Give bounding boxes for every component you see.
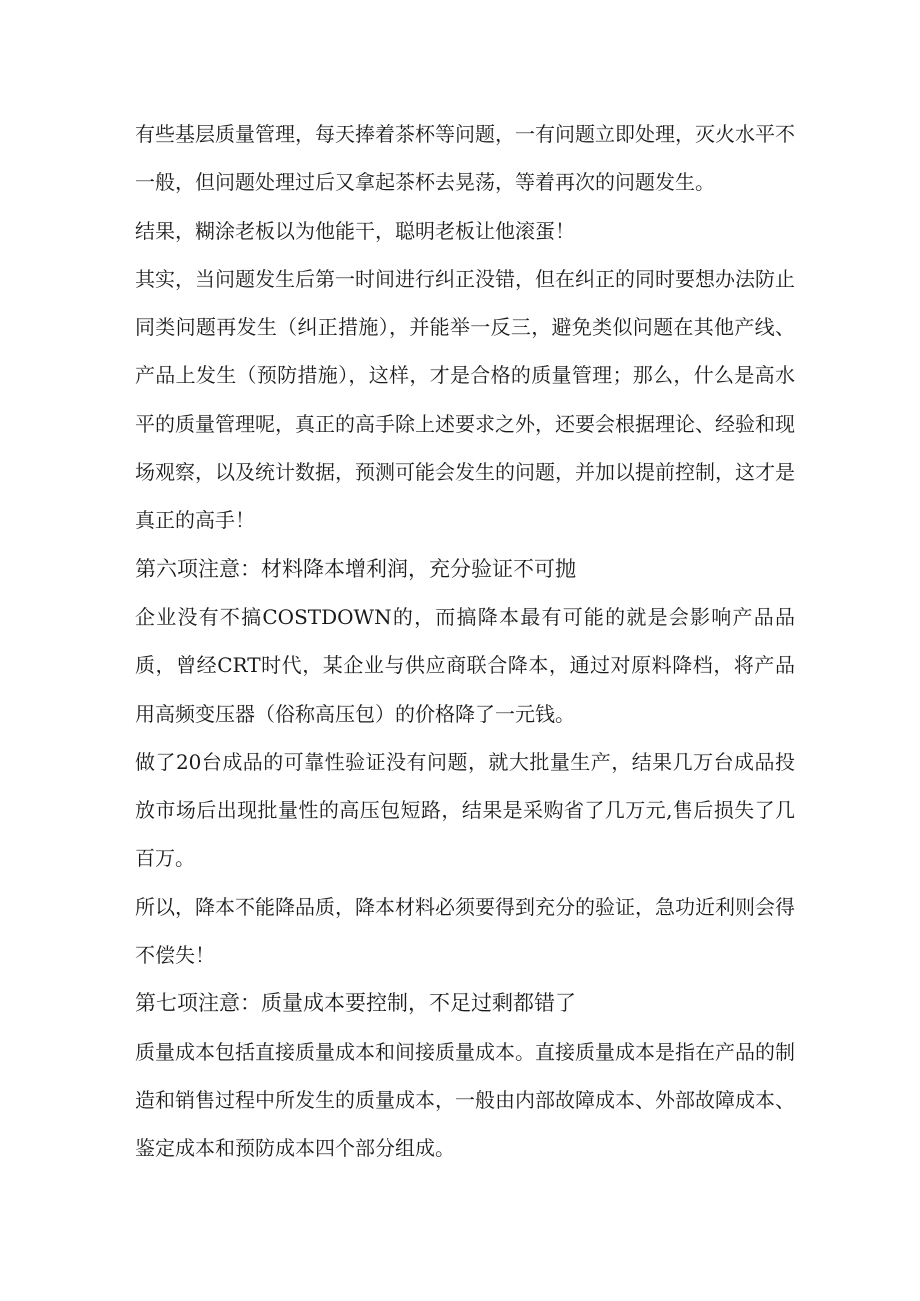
section-heading-6: 第六项注意：材料降本增利润，充分验证不可抛 (135, 556, 576, 581)
paragraph-verification: 做了20台成品的可靠性验证没有问题，就大批量生产，结果几万台成品投放市场后出现批量性的高压包短路，结果是采购省了几万元,售后损失了几百万。 (135, 749, 795, 871)
document-body (135, 110, 795, 1173)
paragraph-result: 结果，糊涂老板以为他能干，聪明老板让他滚蛋！ (135, 218, 575, 243)
section-heading-7: 第七项注意：质量成本要控制，不足过剩都错了 (135, 991, 576, 1016)
paragraph-conclusion: 所以，降本不能降品质，降本材料必须要得到充分的验证，急功近利则会得不偿失！ (135, 894, 795, 968)
paragraph-quality-cost: 质量成本包括直接质量成本和间接质量成本。直接质量成本是指在产品的制造和销售过程中所发生的质量成本，一般由内部故障成本、外部故障成本、鉴定成本和预防成本四个部分组成。 (135, 1039, 795, 1161)
paragraph-costdown: 企业没有不搞COSTDOWN的，而搞降本最有可能的就是会影响产品品质，曾经CRT时代，某企业与供应商联合降本，通过对原料降档，将产品用高频变压器（俗称高压包）的价格降了一元钱。 (135, 604, 795, 726)
paragraph-corrective-action: 其实，当问题发生后第一时间进行纠正没错，但在纠正的同时要想办法防止同类问题再发生（纠正措施），并能举一反三，避免类似问题在其他产线、产品上发生（预防措施），这样，才是合格的质量管理；那么，什么是高水平的质量管理呢，真正的高手除上述要求之外，还要会根据理论、经验和现场观察，以及统计数据，预测可能会发生的问题，并加以提前控制，这才是真正的高手！ (135, 266, 795, 533)
paragraph-firefighting: 有些基层质量管理，每天捧着茶杯等问题，一有问题立即处理，灭火水平不一般，但问题处理过后又拿起茶杯去晃荡，等着再次的问题发生。 (135, 122, 795, 195)
